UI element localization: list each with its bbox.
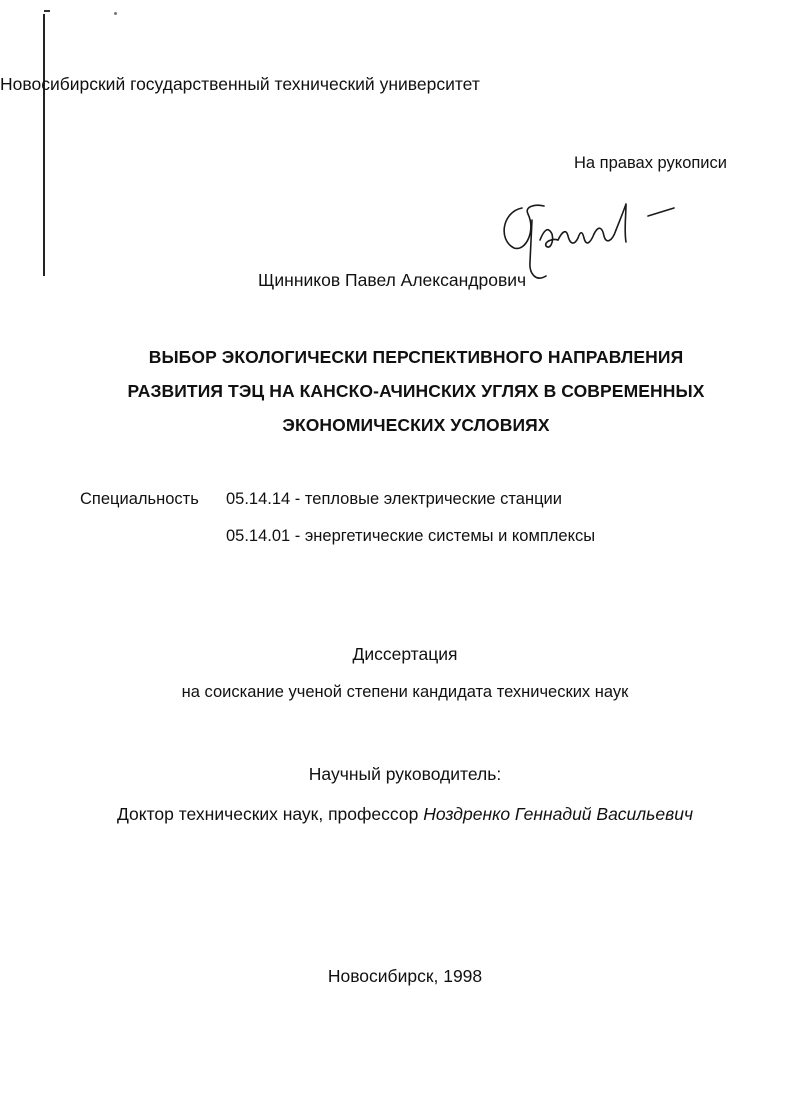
author-name: Щинников Павел Александрович	[258, 270, 527, 290]
dissertation-title	[0, 340, 795, 442]
title-line: ЭКОНОМИЧЕСКИХ УСЛОВИЯХ	[282, 415, 550, 435]
supervisor-name: Ноздренко Геннадий Васильевич	[423, 804, 694, 824]
scan-binding-line	[43, 14, 45, 276]
supervisor-label: Научный руководитель:	[308, 764, 502, 784]
specialty-item: 05.14.14 - тепловые электрические станции	[226, 490, 562, 508]
title-line: ВЫБОР ЭКОЛОГИЧЕСКИ ПЕРСПЕКТИВНОГО НАПРАВЛЕНИЯ	[148, 347, 684, 367]
title-line: РАЗВИТИЯ ТЭЦ НА КАНСКО-АЧИНСКИХ УГЛЯХ В СОВРЕМЕННЫХ	[127, 381, 705, 401]
university-name: Новосибирский государственный технический университет	[0, 74, 480, 94]
scan-mark	[44, 10, 50, 12]
specialty-label: Специальность	[80, 490, 199, 508]
document-type: Диссертация	[352, 644, 458, 664]
supervisor-degree: Доктор технических наук, профессор	[116, 804, 419, 824]
supervisor-line	[0, 804, 795, 825]
degree-purpose: на соискание ученой степени кандидата технических наук	[181, 683, 629, 701]
manuscript-rights-note: На правах рукописи	[574, 154, 727, 172]
city-year: Новосибирск, 1998	[327, 966, 483, 986]
specialty-item: 05.14.01 - энергетические системы и комплексы	[226, 527, 596, 545]
scan-speck	[114, 12, 117, 15]
